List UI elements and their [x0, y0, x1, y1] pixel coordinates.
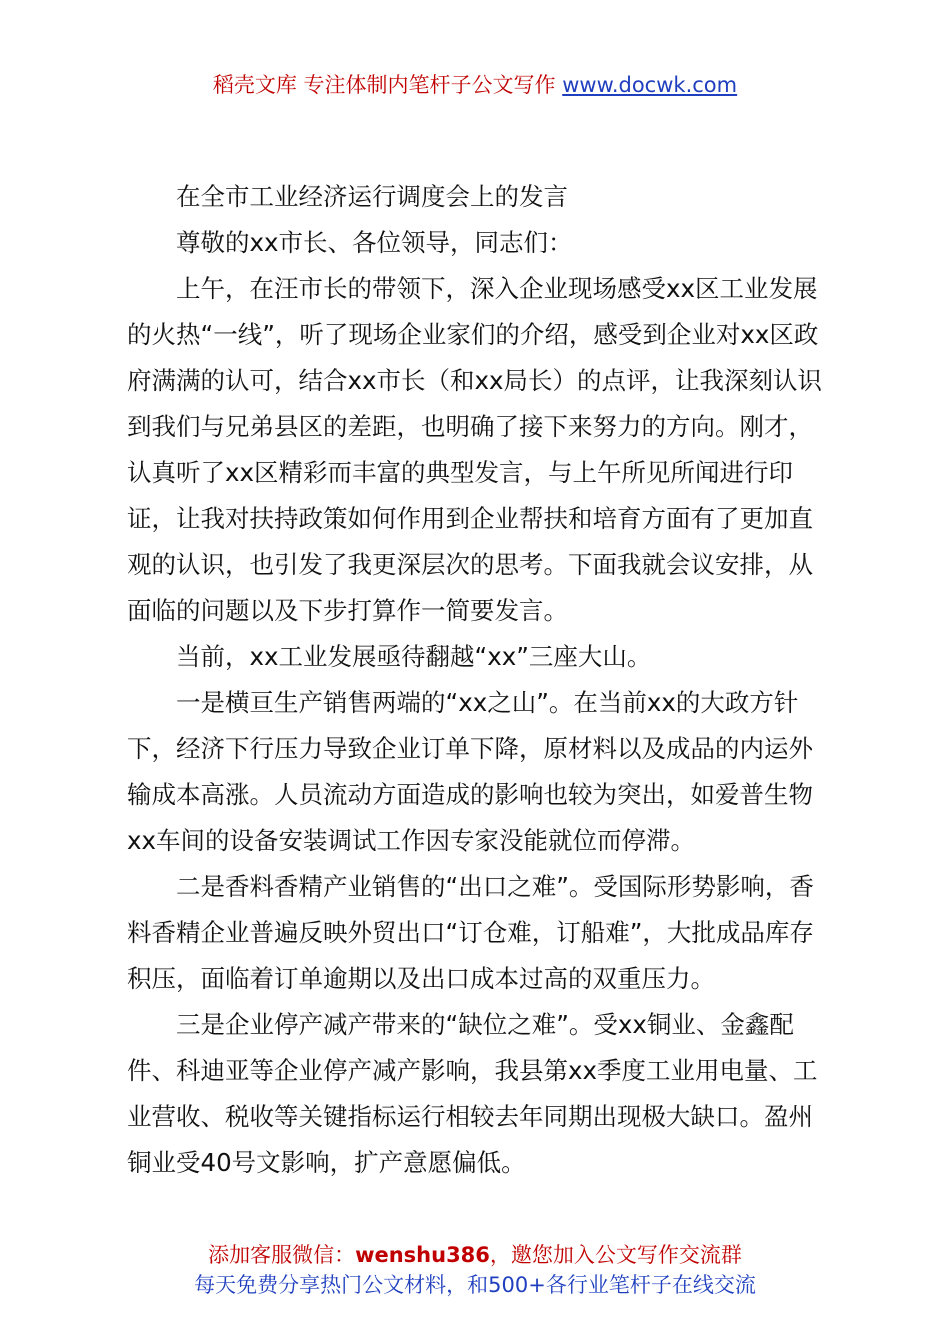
footer-contact-line — [0, 1240, 950, 1270]
footer-contact-suffix: ，邀您加入公文写作交流群 — [489, 1243, 742, 1267]
header-brand-text: 稻壳文库 专注体制内笔杆子公文写作 — [212, 73, 563, 97]
document-body — [127, 174, 835, 1186]
document-salutation: 尊敬的xx市长、各位领导，同志们： — [176, 228, 573, 257]
body-paragraph: 三是企业停产减产带来的“缺位之难”。受xx铜业、金鑫配件、科迪亚等企业停产减产影响，我县第xx季度工业用电量、工业营收、税收等关键指标运行相较去年同期出现极大缺口。盈州铜业受40号文影响，扩产意愿偏低。 — [127, 1010, 818, 1177]
document-title: 在全市工业经济运行调度会上的发言 — [176, 182, 568, 211]
footer-wechat-id: wenshu386 — [355, 1243, 490, 1267]
body-paragraph: 二是香料香精产业销售的“出口之难”。受国际形势影响，香料香精企业普遍反映外贸出口“订仓难，订船难”，大批成品库存积压，面临着订单逾期以及出口成本过高的双重压力。 — [127, 872, 814, 993]
footer-contact-prefix: 添加客服微信： — [208, 1243, 356, 1267]
body-paragraph: 上午，在汪市长的带领下，深入企业现场感受xx区工业发展的火热“一线”，听了现场企业家们的介绍，感受到企业对xx区政府满满的认可，结合xx市长（和xx局长）的点评，让我深刻认识到我们与兄弟县区的差距，也明确了接下来努力的方向。刚才，认真听了xx区精彩而丰富的典型发言，与上午所见所闻进行印证，让我对扶持政策如何作用到企业帮扶和培育方面有了更加直观的认识，也引发了我更深层次的思考。下面我就会议安排，从面临的问题以及下步打算作一简要发言。 — [127, 274, 822, 625]
body-paragraph: 一是横亘生产销售两端的“xx之山”。在当前xx的大政方针下，经济下行压力导致企业订单下降，原材料以及成品的内运外输成本高涨。人员流动方面造成的影响也较为突出，如爱普生物xx车间的设备安装调试工作因专家没能就位而停滞。 — [127, 688, 813, 855]
body-paragraph: 当前，xx工业发展亟待翻越“xx”三座大山。 — [176, 642, 652, 671]
header-website-link[interactable]: www.docwk.com — [562, 73, 738, 97]
page-footer — [0, 1240, 950, 1300]
footer-promo-line: 每天免费分享热门公文材料，和500+各行业笔杆子在线交流 — [194, 1273, 756, 1297]
page-header — [0, 70, 950, 100]
